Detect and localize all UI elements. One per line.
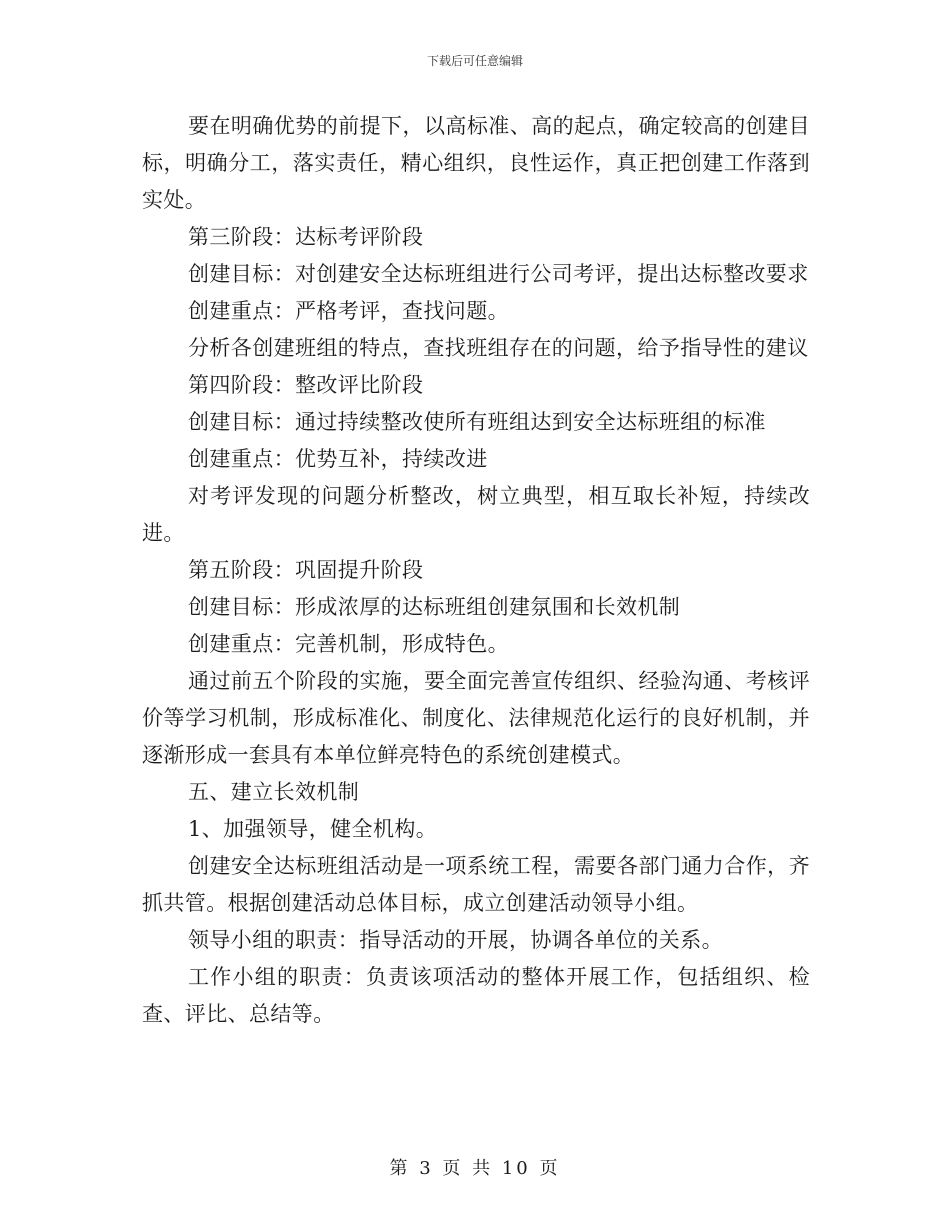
page-number: 第 3 页 共 10 页	[389, 1158, 561, 1179]
paragraph-1: 要在明确优势的前提下，以高标准、高的起点，确定较高的创建目标，明确分工，落实责任，精心组织，良性运作，真正把创建工作落到实处。	[142, 114, 810, 212]
document-body	[142, 108, 810, 1033]
header-note: 下载后可任意编辑	[426, 54, 523, 68]
paragraph-15: 1、加强领导，健全机构。	[188, 817, 438, 841]
paragraph-9: 对考评发现的问题分析整改，树立典型，相互取长补短，持续改进。	[142, 484, 810, 545]
paragraph-14: 五、建立长效机制	[188, 780, 360, 804]
paragraph-18: 工作小组的职责：负责该项活动的整体开展工作，包括组织、检查、评比、总结等。	[142, 965, 810, 1026]
paragraph-4: 创建重点：严格考评，查找问题。	[188, 299, 509, 323]
paragraph-7: 创建目标：通过持续整改使所有班组达到安全达标班组的标准	[188, 410, 766, 434]
paragraph-3: 创建目标：对创建安全达标班组进行公司考评，提出达标整改要求	[188, 262, 809, 286]
paragraph-10: 第五阶段：巩固提升阶段	[188, 558, 424, 582]
paragraph-6: 第四阶段：整改评比阶段	[188, 373, 424, 397]
paragraph-17: 领导小组的职责：指导活动的开展，协调各单位的关系。	[188, 928, 723, 952]
paragraph-8: 创建重点：优势互补，持续改进	[188, 447, 488, 471]
paragraph-2: 第三阶段：达标考评阶段	[188, 225, 424, 249]
paragraph-5: 分析各创建班组的特点，查找班组存在的问题，给予指导性的建议	[188, 336, 809, 360]
paragraph-16: 创建安全达标班组活动是一项系统工程，需要各部门通力合作，齐抓共管。根据创建活动总体目标，成立创建活动领导小组。	[142, 854, 810, 915]
paragraph-12: 创建重点：完善机制，形成特色。	[188, 632, 509, 656]
paragraph-13: 通过前五个阶段的实施，要全面完善宣传组织、经验沟通、考核评价等学习机制，形成标准化、制度化、法律规范化运行的良好机制，并逐渐形成一套具有本单位鲜亮特色的系统创建模式。	[142, 669, 810, 767]
paragraph-11: 创建目标：形成浓厚的达标班组创建氛围和长效机制	[188, 595, 681, 619]
